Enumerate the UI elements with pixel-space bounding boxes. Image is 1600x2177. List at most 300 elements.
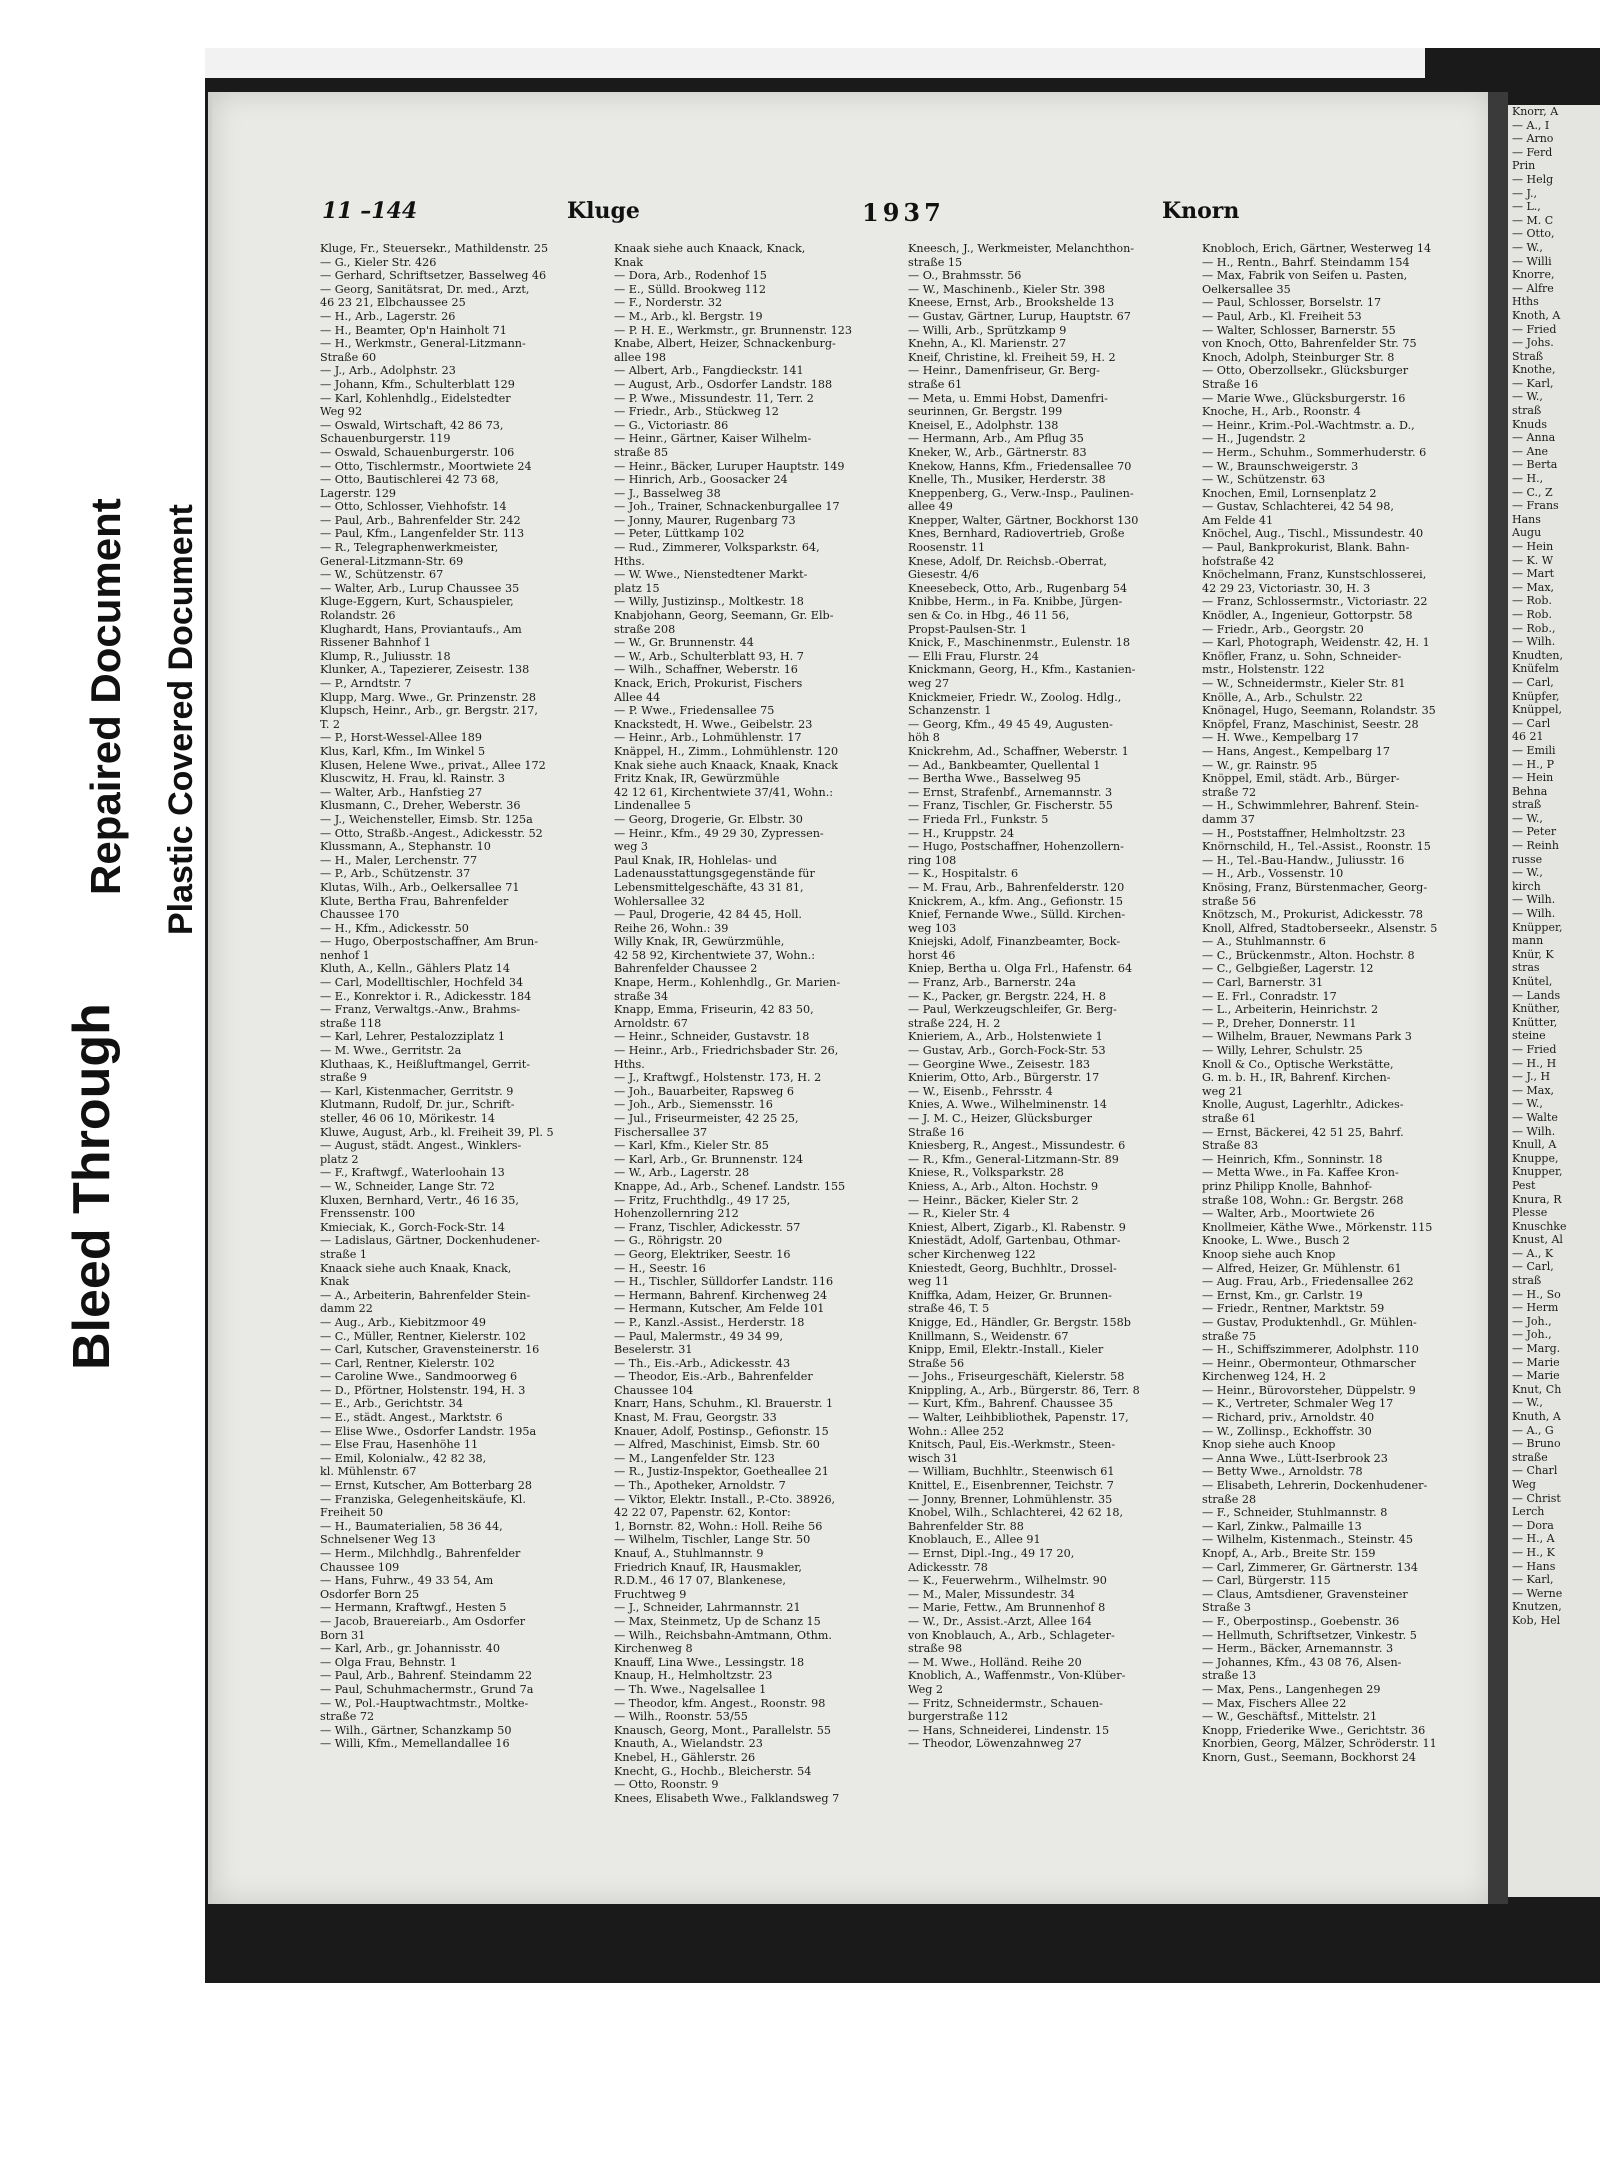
directory-entry-line: — Emili (1512, 743, 1556, 757)
directory-column-3 (908, 242, 1190, 1751)
directory-entry-line: Knickmann, Georg, H., Kfm., Kastanien- (908, 663, 1136, 677)
directory-entry-line: — J., Arb., Adolphstr. 23 (320, 364, 456, 378)
directory-entry-line: Knoll & Co., Optische Werkstätte, (1202, 1057, 1394, 1071)
directory-entry-line: — Marie (1512, 1369, 1560, 1383)
directory-entry-line: — Walter, Arb., Moortwiete 26 (1202, 1207, 1375, 1221)
directory-entry-line: Hans (1512, 512, 1541, 526)
directory-entry-line: Kmieciak, K., Gorch-Fock-Str. 14 (320, 1220, 506, 1234)
directory-entry-line: Kneesebeck, Otto, Arb., Rugenbarg 54 (908, 581, 1128, 595)
directory-entry-line: — F., Norderstr. 32 (614, 296, 723, 310)
directory-entry-line: — J. M. C., Heizer, Glücksburger (908, 1112, 1092, 1125)
directory-entry-line: T. 2 (320, 717, 341, 731)
directory-entry-line: Kluge-Eggern, Kurt, Schauspieler, (320, 595, 514, 609)
directory-entry-line: — Georg, Elektriker, Seestr. 16 (614, 1247, 791, 1261)
directory-entry-line: Kneesch, J., Werkmeister, Melanchthon- (908, 242, 1135, 255)
directory-entry-line: — J., Kraftwgf., Holstenstr. 173, H. 2 (614, 1071, 822, 1085)
directory-entry-line: — Jul., Friseurmeister, 42 25 25, (614, 1112, 799, 1125)
directory-entry-line: Klusen, Helene Wwe., privat., Allee 172 (320, 758, 546, 772)
directory-entry-line: Kirchenweg 124, H. 2 (1202, 1370, 1326, 1384)
directory-entry-line: — Reinh (1512, 839, 1559, 853)
directory-entry-line: — Friedr., Arb., Stückweg 12 (614, 405, 779, 419)
directory-entry-line: — H., Arb., Vossenstr. 10 (1202, 867, 1344, 881)
directory-entry-line: — W., Maschinenb., Kieler Str. 398 (908, 282, 1106, 296)
directory-entry-line: — Heinr., Gärtner, Kaiser Wilhelm- (614, 432, 812, 446)
directory-entry-line: — Otto, Straßb.-Angest., Adickesstr. 52 (320, 826, 543, 840)
directory-entry-line: Knüpper, (1512, 920, 1563, 934)
directory-entry-line: mstr., Holstenstr. 122 (1202, 663, 1325, 677)
directory-entry-line: Knauff, Lina Wwe., Lessingstr. 18 (614, 1655, 805, 1669)
directory-entry-line: Knopp, Friederike Wwe., Gerichtstr. 36 (1202, 1723, 1426, 1737)
directory-entry-line: — Caroline Wwe., Sandmoorweg 6 (320, 1370, 518, 1384)
directory-entry-line: — Carl, (1512, 1260, 1554, 1274)
directory-entry-line: Augu (1512, 526, 1542, 540)
directory-entry-line: Kluxen, Bernhard, Vertr., 46 16 35, (320, 1193, 519, 1207)
directory-entry-line: 42 22 07, Papenstr. 62, Kontor: (614, 1506, 791, 1520)
directory-entry-line: General-Litzmann-Str. 69 (320, 554, 464, 568)
directory-entry-line: Lebensmittelgeschäfte, 43 31 81, (614, 880, 804, 894)
directory-entry-line: Knorr, A (1512, 105, 1559, 118)
directory-entry-line: mann (1512, 934, 1544, 948)
directory-entry-line: — Johannes, Kfm., 43 08 76, Alsen- (1202, 1655, 1402, 1669)
directory-entry-line: straße 28 (1202, 1492, 1257, 1506)
directory-entry-line: weg 27 (908, 677, 950, 690)
directory-entry-line: straße 118 (320, 1016, 382, 1030)
directory-entry-line: stras (1512, 961, 1540, 975)
directory-entry-line: — Metta Wwe., in Fa. Kaffee Kron- (1202, 1166, 1399, 1180)
directory-entry-line: — Joh., Bauarbeiter, Rapsweg 6 (614, 1084, 794, 1098)
directory-entry-line: Knütter, (1512, 1015, 1558, 1029)
directory-entry-line: Kniestädt, Adolf, Gartenbau, Othmar- (908, 1234, 1121, 1248)
directory-entry-line: damm 22 (320, 1302, 373, 1316)
directory-entry-line: — Max, Fischers Allee 22 (1202, 1696, 1347, 1710)
directory-entry-line: Knupper, (1512, 1165, 1563, 1179)
directory-entry-line: Knauth, A., Wielandstr. 23 (614, 1737, 763, 1751)
directory-entry-line: straß (1512, 798, 1542, 812)
directory-entry-line: Knoblich, A., Waffenmstr., Von-Klüber- (908, 1669, 1126, 1683)
directory-entry-line: — Karl, Kistenmacher, Gerritstr. 9 (320, 1084, 514, 1098)
directory-entry-line: nenhof 1 (320, 948, 370, 962)
directory-entry-line: — H., P (1512, 757, 1554, 771)
directory-entry-line: 42 12 61, Kirchentwiete 37/41, Wohn.: (614, 785, 834, 799)
directory-entry-line: — Arno (1512, 132, 1554, 146)
directory-entry-line: — H., A (1512, 1532, 1555, 1546)
directory-entry-line: Knöchelmann, Franz, Kunstschlosserei, (1202, 568, 1427, 582)
directory-entry-line: Knötzsch, M., Prokurist, Adickesstr. 78 (1202, 908, 1423, 922)
directory-entry-line: — Hein (1512, 771, 1554, 785)
directory-entry-line: Knast, M. Frau, Georgstr. 33 (614, 1411, 777, 1425)
directory-entry-line: — Karl, (1512, 1573, 1554, 1587)
directory-entry-line: — Heinr., Kfm., 49 29 30, Zypressen- (614, 826, 824, 840)
directory-entry-line: — M., Langenfelder Str. 123 (614, 1451, 775, 1465)
directory-entry-line: Kneif, Christine, kl. Freiheit 59, H. 2 (908, 350, 1116, 364)
directory-entry-line: Knüppel, (1512, 703, 1562, 717)
directory-entry-line: — Rud., Zimmerer, Volksparkstr. 64, (614, 541, 820, 555)
directory-entry-line: — W., Schützenstr. 67 (320, 568, 444, 582)
directory-entry-line: Paul Knak, IR, Hohlelas- und (614, 853, 777, 867)
directory-entry-line: straße 72 (320, 1710, 375, 1724)
directory-entry-line: straße 108, Wohn.: Gr. Bergstr. 268 (1202, 1193, 1404, 1207)
directory-entry-line: — Walter, Leihbibliothek, Papenstr. 17, (908, 1411, 1129, 1425)
directory-entry-line: — H., Beamter, Op'n Hainholt 71 (320, 323, 507, 337)
directory-entry-line: — R., Kfm., General-Litzmann-Str. 89 (908, 1152, 1119, 1166)
directory-entry-line: Knöchel, Aug., Tischl., Missundestr. 40 (1202, 527, 1424, 541)
directory-entry-line: Knollmeier, Käthe Wwe., Mörkenstr. 115 (1202, 1220, 1433, 1234)
directory-entry-line: — H., So (1512, 1287, 1561, 1301)
header-year: 1937 (862, 198, 945, 227)
directory-entry-line: Kneese, Ernst, Arb., Brookshelde 13 (908, 296, 1115, 310)
directory-entry-line: straße 13 (1202, 1669, 1257, 1683)
directory-entry-line: — Willi, Arb., Sprützkamp 9 (908, 323, 1067, 337)
directory-entry-line: Friedrich Knauf, IR, Hausmakler, (614, 1560, 802, 1574)
directory-entry-line: Knuschke (1512, 1219, 1567, 1233)
directory-entry-line: Knorn, Gust., Seemann, Bockhorst 24 (1202, 1750, 1417, 1764)
directory-entry-line: — August, Arb., Osdorfer Landstr. 188 (614, 377, 833, 391)
directory-entry-line: — H., H (1512, 1056, 1557, 1070)
directory-entry-line: — Paul, Schuhmachermstr., Grund 7a (320, 1682, 534, 1696)
directory-entry-line: Beselerstr. 31 (614, 1343, 693, 1357)
directory-entry-line: — Marie Wwe., Glücksburgerstr. 16 (1202, 391, 1406, 405)
directory-entry-line: — Anna (1512, 431, 1556, 445)
directory-entry-line: — Carl, Zimmerer, Gr. Gärtnerstr. 134 (1202, 1560, 1419, 1574)
directory-entry-line: — Hugo, Oberpostschaffner, Am Brun- (320, 935, 539, 949)
directory-entry-line: — W., Gr. Brunnenstr. 44 (614, 636, 754, 650)
directory-entry-line: — Ad., Bankbeamter, Quellental 1 (908, 758, 1101, 772)
directory-entry-line: Knudten, (1512, 648, 1563, 662)
directory-entry-line: — A., I (1512, 118, 1550, 132)
directory-entry-line: — Karl, (1512, 376, 1554, 390)
directory-entry-line: allee 49 (908, 500, 953, 514)
directory-entry-line: Knies, A. Wwe., Wilhelminenstr. 14 (908, 1098, 1107, 1112)
directory-entry-line: platz 15 (614, 581, 660, 595)
directory-entry-line: — Heinr., Bäcker, Kieler Str. 2 (908, 1193, 1079, 1207)
directory-entry-line: — W., Braunschweigerstr. 3 (1202, 459, 1359, 473)
directory-entry-line: — Karl, Photograph, Weidenstr. 42, H. 1 (1202, 636, 1430, 650)
directory-entry-line: Kniess, A., Arb., Alton. Hochstr. 9 (908, 1179, 1099, 1193)
directory-entry-line: Knabe, Albert, Heizer, Schnackenburg- (614, 337, 836, 351)
directory-entry-line: — Max, (1512, 580, 1555, 594)
directory-entry-line: Straße 16 (1202, 377, 1259, 391)
directory-entry-line: Willy Knak, IR, Gewürzmühle, (614, 935, 785, 949)
directory-entry-line: — O., Brahmsstr. 56 (908, 269, 1022, 283)
directory-entry-line: Knochen, Emil, Lornsenplatz 2 (1202, 486, 1377, 500)
directory-entry-line: — F., Oberpostinsp., Goebenstr. 36 (1202, 1614, 1400, 1628)
directory-entry-line: — Heinr., Damenfriseur, Gr. Berg- (908, 364, 1100, 378)
directory-entry-line: straße 1 (320, 1247, 368, 1261)
directory-entry-line: — Theodor, Eis.-Arb., Bahrenfelder (614, 1370, 813, 1384)
directory-entry-line: Knothe, (1512, 363, 1556, 377)
directory-entry-line: — Walter, Arb., Lurup Chaussee 35 (320, 581, 520, 595)
directory-entry-line: — Richard, priv., Arnoldstr. 40 (1202, 1411, 1375, 1425)
directory-entry-line: Klusmann, C., Dreher, Weberstr. 36 (320, 799, 521, 813)
directory-entry-line: — Elise Wwe., Osdorfer Landstr. 195a (320, 1424, 537, 1438)
directory-entry-line: von Knoblauch, A., Arb., Schlageter- (908, 1628, 1115, 1642)
directory-column-2 (614, 242, 896, 1805)
directory-entry-line: Kniesberg, R., Angest., Missundestr. 6 (908, 1139, 1126, 1153)
directory-entry-line: straß (1512, 404, 1542, 418)
directory-entry-line: — Charl (1512, 1464, 1558, 1478)
directory-entry-line: — Max, Pens., Langenhegen 29 (1202, 1682, 1381, 1696)
directory-entry-line: Knösing, Franz, Bürstenmacher, Georg- (1202, 880, 1428, 894)
directory-entry-line: straße 85 (614, 445, 669, 459)
directory-entry-line: Kluthaas, K., Heißluftmangel, Gerrit- (320, 1057, 530, 1071)
directory-entry-line: — E., städt. Angest., Marktstr. 6 (320, 1411, 503, 1425)
directory-entry-line: — Mart (1512, 567, 1554, 581)
directory-entry-line: — Rob. (1512, 594, 1552, 608)
directory-entry-line: steller, 46 06 10, Mörikestr. 14 (320, 1112, 496, 1125)
directory-entry-line: Klussmann, A., Stephanstr. 10 (320, 840, 491, 854)
directory-entry-line: Schanzenstr. 1 (908, 704, 992, 718)
directory-entry-line: horst 46 (908, 948, 956, 962)
directory-entry-line: straß (1512, 1274, 1542, 1288)
directory-entry-line: — Willi, Kfm., Memellandallee 16 (320, 1737, 510, 1751)
directory-entry-line: R.D.M., 46 17 07, Blankenese, (614, 1574, 786, 1588)
directory-entry-line: — Bertha Wwe., Basselweg 95 (908, 772, 1081, 786)
directory-entry-line: straße 72 (1202, 785, 1257, 799)
directory-entry-line: — L., (1512, 200, 1541, 214)
directory-entry-line: — Wilhelm, Kistenmach., Steinstr. 45 (1202, 1533, 1414, 1547)
directory-entry-line: Freiheit 50 (320, 1506, 384, 1520)
directory-entry-line: — Jonny, Maurer, Rugenbarg 73 (614, 513, 796, 527)
directory-entry-line: — W., Dr., Assist.-Arzt, Allee 164 (908, 1614, 1092, 1628)
directory-entry-line: allee 198 (614, 350, 666, 364)
directory-entry-line: — Wilh. (1512, 907, 1556, 921)
directory-entry-line: Kniese, R., Volksparkstr. 28 (908, 1166, 1064, 1180)
directory-entry-line: — G., Röhrigstr. 20 (614, 1234, 723, 1248)
directory-entry-line: — Joh., Trainer, Schnackenburgallee 17 (614, 500, 840, 514)
directory-entry-line: Knebel, H., Gählerstr. 26 (614, 1750, 756, 1764)
directory-entry-line: Frenssenstr. 100 (320, 1207, 416, 1221)
directory-entry-line: — J., Schneider, Lahrmannstr. 21 (614, 1601, 801, 1615)
directory-entry-line: — Paul, Schlosser, Borselstr. 17 (1202, 296, 1382, 310)
directory-entry-line: — Wilhelm, Brauer, Newmans Park 3 (1202, 1030, 1412, 1044)
directory-entry-line: — M. Wwe., Gerritstr. 2a (320, 1044, 462, 1058)
directory-entry-line: — Herm., Schuhm., Sommerhuderstr. 6 (1202, 445, 1427, 459)
directory-entry-line: — Carl, Modelltischler, Hochfeld 34 (320, 976, 524, 990)
directory-entry-line: — Oswald, Wirtschaft, 42 86 73, (320, 418, 504, 432)
directory-entry-line: Knes, Bernhard, Radiovertrieb, Große (908, 527, 1125, 541)
directory-entry-line: Knöfler, Franz, u. Sohn, Schneider- (1202, 649, 1402, 663)
directory-entry-line: Knorre, (1512, 268, 1555, 282)
directory-entry-line: Knölle, A., Arb., Schulstr. 22 (1202, 690, 1363, 704)
directory-entry-line: — J., H (1512, 1070, 1551, 1084)
directory-entry-line: Kneker, W., Arb., Gärtnerstr. 83 (908, 445, 1087, 459)
directory-entry-line: — Ernst, Km., gr. Carlstr. 19 (1202, 1288, 1363, 1302)
directory-entry-line: — Berta (1512, 458, 1558, 472)
directory-entry-line: Oelkersallee 35 (1202, 282, 1291, 296)
directory-entry-line: — W., (1512, 1097, 1543, 1111)
directory-column-1 (320, 242, 602, 1751)
directory-entry-line: — W., Schneider, Lange Str. 72 (320, 1179, 495, 1193)
header-first-entry: Kluge (567, 198, 640, 224)
directory-entry-line: — Hermann, Kraftwgf., Hesten 5 (320, 1601, 507, 1615)
directory-entry-line: Kluge, Fr., Steuersekr., Mathildenstr. 25 (320, 242, 549, 255)
directory-entry-line: Klump, R., Juliusstr. 18 (320, 649, 451, 663)
directory-entry-line: Klupsch, Heinr., Arb., gr. Bergstr. 217, (320, 704, 538, 718)
directory-entry-line: weg 11 (908, 1275, 950, 1289)
directory-entry-line: — Otto, Roonstr. 9 (614, 1778, 719, 1792)
directory-entry-line: — Hans, Fuhrw., 49 33 54, Am (320, 1574, 494, 1588)
directory-entry-line: — M., Maler, Missundestr. 34 (908, 1587, 1075, 1601)
directory-entry-line: Chaussee 109 (320, 1560, 400, 1574)
directory-entry-line: — William, Buchhltr., Steenwisch 61 (908, 1465, 1115, 1479)
directory-entry-line: — W., (1512, 811, 1543, 825)
directory-entry-line: Klunker, A., Tapezierer, Zeisestr. 138 (320, 663, 530, 677)
directory-entry-line: Knauer, Adolf, Postinsp., Gefionstr. 15 (614, 1424, 829, 1438)
directory-entry-line: — Ane (1512, 444, 1549, 458)
directory-entry-line: — A., Arbeiterin, Bahrenfelder Stein- (320, 1288, 531, 1302)
directory-entry-line: Schnelsener Weg 13 (320, 1533, 436, 1547)
directory-entry-line: — R., Kieler Str. 4 (908, 1207, 1011, 1221)
directory-entry-line: Knausch, Georg, Mont., Parallelstr. 55 (614, 1723, 832, 1737)
directory-entry-line: straße 61 (908, 377, 963, 391)
directory-entry-line: — Karl, Kfm., Kieler Str. 85 (614, 1139, 769, 1153)
directory-entry-line: — Fried (1512, 322, 1557, 336)
directory-entry-line: — W., Geschäftsf., Mittelstr. 21 (1202, 1710, 1378, 1724)
directory-entry-line: — Alfred, Heizer, Gr. Mühlenstr. 61 (1202, 1261, 1402, 1275)
directory-entry-line: — Ernst, Dipl.-Ing., 49 17 20, (908, 1547, 1075, 1560)
directory-entry-line: Knak (320, 1275, 350, 1289)
directory-entry-line: Propst-Paulsen-Str. 1 (908, 622, 1028, 636)
directory-entry-line: — C., Brückenmstr., Alton. Hochstr. 8 (1202, 948, 1415, 962)
directory-entry-line: Knauf, A., Stuhlmannstr. 9 (614, 1547, 764, 1560)
directory-entry-line: Plesse (1512, 1206, 1548, 1220)
directory-entry-line: — P., Kanzl.-Assist., Herderstr. 18 (614, 1315, 805, 1329)
directory-entry-line: — Karl, Arb., Gr. Brunnenstr. 124 (614, 1152, 804, 1166)
directory-entry-line: Knull, A (1512, 1138, 1557, 1152)
directory-entry-line: scher Kirchenweg 122 (908, 1247, 1036, 1261)
directory-entry-line: — Heinr., Arb., Friedrichsbader Str. 26, (614, 1044, 839, 1058)
directory-entry-line: Knackstedt, H. Wwe., Geibelstr. 23 (614, 717, 813, 731)
directory-entry-line: Knippling, A., Arb., Bürgerstr. 86, Terr. 8 (908, 1383, 1140, 1397)
directory-entry-line: höh 8 (908, 731, 940, 745)
directory-entry-line: — Theodor, kfm. Angest., Roonstr. 98 (614, 1696, 826, 1710)
directory-entry-line: Knese, Adolf, Dr. Reichsb.-Oberrat, (908, 554, 1107, 568)
directory-entry-line: Kniep, Bertha u. Olga Frl., Hafenstr. 64 (908, 962, 1133, 976)
directory-entry-line: Knoll, Alfred, Stadtoberseekr., Alsenstr. 5 (1202, 921, 1438, 935)
directory-entry-line: — Friedr., Rentner, Marktstr. 59 (1202, 1302, 1385, 1316)
directory-entry-line: — Carl, Rentner, Kielerstr. 102 (320, 1356, 495, 1370)
directory-entry-line: — H., Poststaffner, Helmholtzstr. 23 (1202, 826, 1406, 840)
directory-entry-line: — E., Konrektor i. R., Adickesstr. 184 (320, 989, 532, 1003)
directory-entry-line: von Knoch, Otto, Bahrenfelder Str. 75 (1202, 337, 1417, 351)
directory-entry-line: Adickesstr. 78 (908, 1560, 988, 1574)
directory-entry-line: — Hermann, Kutscher, Am Felde 101 (614, 1302, 825, 1316)
directory-entry-line: Knillmann, S., Weidenstr. 67 (908, 1329, 1069, 1343)
directory-entry-line: Knickrehm, Ad., Schaffner, Weberstr. 1 (908, 744, 1129, 758)
directory-entry-line: — J., Weichensteller, Eimsb. Str. 125a (320, 812, 533, 826)
directory-entry-line: — H., Baumaterialien, 58 36 44, (320, 1519, 503, 1533)
directory-entry-line: — Johs. (1512, 336, 1554, 350)
plastic-covered-label: Plastic Covered Document (162, 504, 200, 935)
directory-entry-line: — Heinr., Bürovorsteher, Düppelstr. 9 (1202, 1383, 1416, 1397)
directory-entry-line: — Karl, Arb., gr. Johannisstr. 40 (320, 1642, 500, 1656)
directory-entry-line: — Franz, Tischler, Adickesstr. 57 (614, 1220, 801, 1234)
directory-entry-line: — Paul, Arb., Bahrenfelder Str. 242 (320, 513, 521, 527)
directory-entry-line: 42 58 92, Kirchentwiete 37, Wohn.: (614, 948, 816, 962)
directory-entry-line: — Hermann, Bahrenf. Kirchenweg 24 (614, 1288, 828, 1302)
directory-entry-line: Chaussee 104 (614, 1383, 694, 1397)
directory-entry-line: Schauenburgerstr. 119 (320, 432, 451, 446)
directory-entry-line: — Gustav, Produktenhdl., Gr. Mühlen- (1202, 1315, 1417, 1329)
next-page-edge (1508, 105, 1600, 1897)
directory-entry-line: Reihe 26, Wohn.: 39 (614, 921, 729, 935)
directory-entry-line: — Claus, Amtsdiener, Gravensteiner (1202, 1587, 1408, 1601)
directory-entry-line: weg 3 (614, 840, 649, 854)
directory-entry-line: — Else Frau, Hasenhöhe 11 (320, 1438, 479, 1452)
directory-entry-line: Knees, Elisabeth Wwe., Falklandsweg 7 (614, 1791, 840, 1805)
directory-entry-line: — Ferd (1512, 145, 1553, 159)
directory-entry-line: Knop siehe auch Knoop (1202, 1438, 1336, 1452)
directory-entry-line: Klus, Karl, Kfm., Im Winkel 5 (320, 744, 486, 758)
directory-entry-line: — Rob., (1512, 621, 1556, 635)
directory-entry-line: — Ernst, Kutscher, Am Botterbarg 28 (320, 1479, 532, 1493)
directory-entry-line: — Alfre (1512, 281, 1554, 295)
directory-entry-line: Knape, Herm., Kohlenhdlg., Gr. Marien- (614, 976, 841, 990)
directory-entry-line: — Kurt, Kfm., Bahrenf. Chaussee 35 (908, 1397, 1114, 1411)
directory-entry-line: — K., Feuerwehrm., Wilhelmstr. 90 (908, 1574, 1107, 1588)
directory-entry-line: — Joh., (1512, 1314, 1552, 1328)
directory-entry-line: straße 61 (1202, 1112, 1257, 1125)
directory-entry-line: — Jonny, Brenner, Lohmühlenstr. 35 (908, 1492, 1113, 1506)
directory-entry-line: G. m. b. H., IR, Bahrenf. Kirchen- (1202, 1071, 1391, 1085)
directory-entry-line: — H. Wwe., Kempelbarg 17 (1202, 731, 1359, 745)
directory-entry-line: — Heinrich, Kfm., Sonninstr. 18 (1202, 1152, 1383, 1166)
directory-entry-line: — Georgine Wwe., Zeisestr. 183 (908, 1057, 1091, 1071)
directory-entry-line: Knak siehe auch Knaack, Knaak, Knack (614, 758, 838, 772)
directory-entry-line: Knolle, August, Lagerhltr., Adickes- (1202, 1098, 1404, 1112)
directory-entry-line: — P., Horst-Wessel-Allee 189 (320, 731, 482, 745)
directory-entry-line: — Jacob, Brauereiarb., Am Osdorfer (320, 1614, 526, 1628)
directory-entry-line: Knecht, G., Hochb., Bleicherstr. 54 (614, 1764, 812, 1778)
directory-entry-line: Hths. (614, 1057, 645, 1071)
directory-entry-line: — Hans, Schneiderei, Lindenstr. 15 (908, 1723, 1110, 1737)
directory-entry-line: Knuth, A (1512, 1410, 1561, 1423)
directory-entry-line: — F., Kraftwgf., Waterloohain 13 (320, 1166, 505, 1180)
directory-entry-line: Arnoldstr. 67 (614, 1016, 688, 1030)
directory-entry-line: — Carl, Bürgerstr. 115 (1202, 1574, 1331, 1588)
directory-entry-line: — Anna Wwe., Lütt-Iserbrook 23 (1202, 1451, 1388, 1465)
directory-entry-line: — Franz, Arb., Barnerstr. 24a (908, 976, 1076, 990)
directory-entry-line: Giesestr. 4/6 (908, 568, 979, 582)
directory-entry-line: — Otto, Bautischlerei 42 73 68, (320, 473, 499, 487)
directory-entry-line: Knobel, Wilh., Schlachterei, 42 62 18, (908, 1506, 1124, 1520)
directory-entry-line: 46 23 21, Elbchaussee 25 (320, 296, 466, 310)
directory-entry-line: weg 21 (1202, 1084, 1244, 1098)
directory-entry-line: — Ernst, Strafenbf., Arnemannstr. 3 (908, 785, 1113, 799)
directory-entry-line: Prin (1512, 159, 1536, 173)
directory-entry-line: steine (1512, 1029, 1546, 1043)
directory-entry-line: — Elisabeth, Lehrerin, Dockenhudener- (1202, 1479, 1428, 1493)
directory-entry-line: Knöppel, Emil, städt. Arb., Bürger- (1202, 772, 1400, 786)
directory-entry-line: — Karl, Lehrer, Pestalozziplatz 1 (320, 1030, 505, 1044)
directory-entry-line: — H., Kfm., Adickesstr. 50 (320, 921, 469, 935)
directory-entry-line: Weg (1512, 1477, 1536, 1491)
directory-entry-line: — Meta, u. Emmi Hobst, Damenfri- (908, 391, 1108, 405)
directory-entry-line: — Willy, Justizinsp., Moltkestr. 18 (614, 595, 804, 609)
directory-entry-line: — Wilh. (1512, 893, 1556, 907)
directory-entry-line: — Hellmuth, Schriftsetzer, Vinkestr. 5 (1202, 1628, 1417, 1642)
directory-entry-line: — Gustav, Gärtner, Lurup, Hauptstr. 67 (908, 309, 1131, 323)
directory-entry-line: — Rob. (1512, 607, 1552, 621)
directory-entry-line: — K., Hospitalstr. 6 (908, 867, 1019, 881)
directory-entry-line: Knelle, Th., Musiker, Herderstr. 38 (908, 473, 1106, 487)
directory-entry-line: — Herm (1512, 1301, 1559, 1315)
directory-entry-line: — Paul, Arb., Kl. Freiheit 53 (1202, 309, 1362, 323)
directory-entry-line: Knittel, E., Eisenbrenner, Teichstr. 7 (908, 1479, 1114, 1493)
directory-entry-line: — E. Frl., Conradstr. 17 (1202, 989, 1337, 1003)
directory-entry-line: Knaup, H., Helmholtzstr. 23 (614, 1669, 773, 1683)
directory-entry-line: — Hans, Angest., Kempelbarg 17 (1202, 744, 1390, 758)
